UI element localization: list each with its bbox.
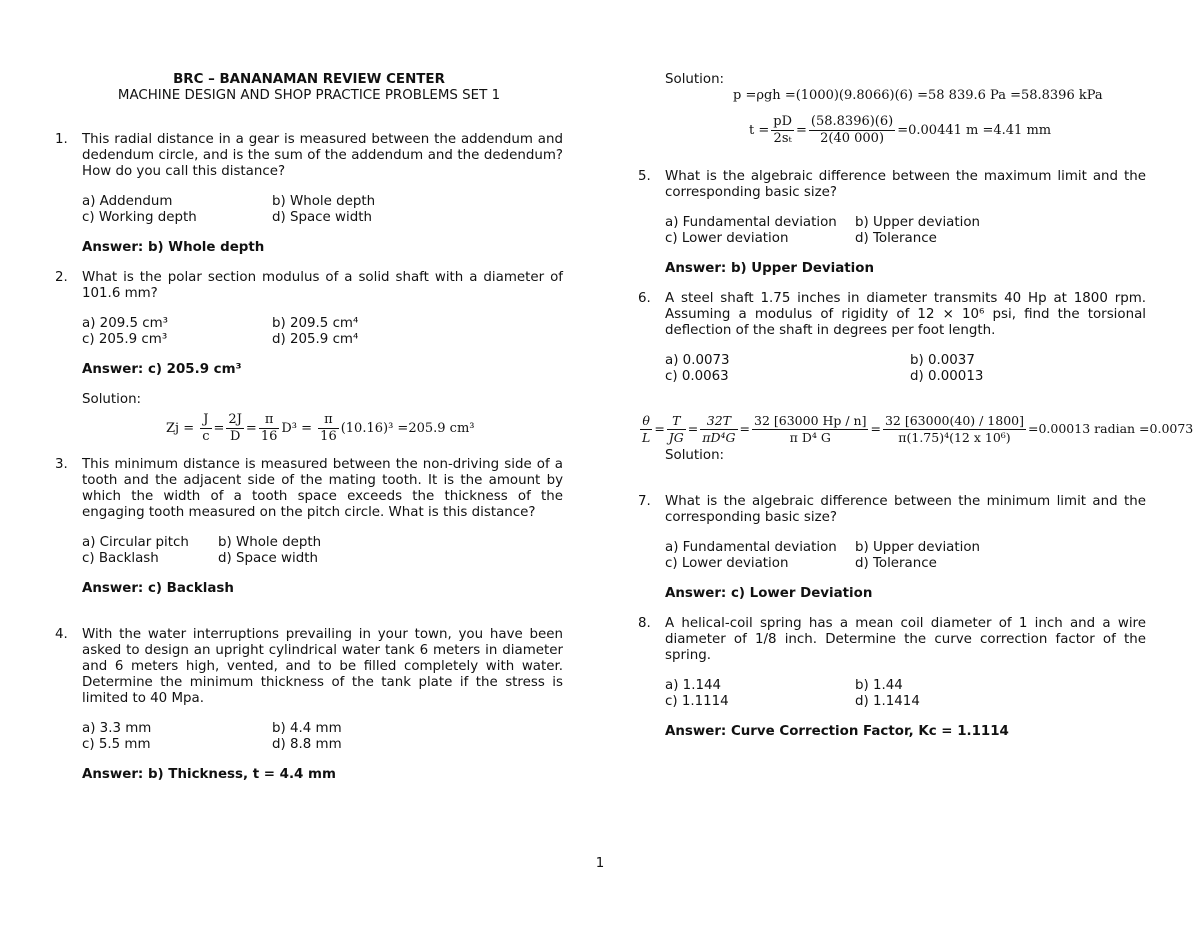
options-table: [82, 316, 358, 348]
question-number: 8.: [638, 616, 651, 631]
eq-term: D³ =: [281, 421, 313, 436]
solution-label: Solution:: [665, 448, 725, 463]
option-a: a) Fundamental deviation: [665, 215, 837, 230]
fraction: $\frac{\pi}{16}$: [320, 412, 337, 444]
option-b: b) Upper deviation: [855, 540, 981, 555]
question-7: [638, 494, 1146, 526]
question-number: 3.: [55, 457, 68, 472]
options-table: [82, 535, 321, 567]
right-column: [638, 72, 1194, 754]
question-8: [638, 616, 1146, 664]
fraction: $\frac{(58.8396)(6)}{2(40 000)}$: [810, 114, 894, 146]
option-c: c) Working depth: [82, 210, 197, 225]
solution-label: Solution:: [665, 72, 725, 87]
fraction: $\frac{\theta}{L}$: [642, 413, 651, 445]
option-d: d) Tolerance: [855, 556, 937, 571]
option-d: d) 1.1414: [855, 694, 920, 709]
question-text: What is the polar section modulus of a solid shaft with a diameter of 101.6 mm?: [82, 270, 563, 301]
page-number: 1: [595, 856, 605, 871]
equation-thickness: t = $\frac{pD}{\text{2sₜ}}$ = $\frac{(58.8396)(6)}{2(40 000)}$ =0.00441 m =4.41 mm: [749, 114, 1052, 146]
option-b: b) 209.5 cm⁴: [272, 316, 359, 331]
equation-polar-modulus: Zj = $\frac{J}{c}$ = $\frac{2J}{D}$ = $\frac{\pi}{16}$ D³ = $\frac{\pi}{16}$ (10.16)³ =205.9 cm³: [166, 412, 475, 444]
question-text: A steel shaft 1.75 inches in diameter transmits 40 Hp at 1800 rpm. Assuming a modulus of rigidity of 12 × 10⁶ psi, find the torsional deflection of the shaft in degrees per foot length.: [665, 291, 1146, 338]
option-d: d) 0.00013: [910, 369, 984, 384]
question-number: 6.: [638, 291, 651, 306]
option-b: b) Whole depth: [218, 535, 322, 550]
question-text: What is the algebraic difference between the maximum limit and the corresponding basic size?: [665, 169, 1146, 200]
question-4: [55, 627, 563, 707]
fraction: $\frac{J}{c}$: [202, 412, 210, 444]
option-b: b) Upper deviation: [855, 215, 981, 230]
options-table: [665, 353, 983, 385]
option-d: d) 205.9 cm⁴: [272, 332, 359, 347]
option-c: c) 0.0063: [665, 369, 729, 384]
options-table: [82, 721, 342, 753]
answer: Answer: c) 205.9 cm³: [82, 362, 242, 377]
fraction: $\frac{2J}{D}$: [228, 412, 242, 444]
question-2: [55, 270, 563, 302]
question-number: 5.: [638, 169, 651, 184]
option-c: c) 5.5 mm: [82, 737, 151, 752]
options-table: [665, 678, 920, 710]
equation-pressure: p =ρgh =(1000)(9.8066)(6) =58 839.6 Pa =58.8396 kPa: [733, 88, 1103, 103]
option-a: a) 0.0073: [665, 353, 730, 368]
options-table: [82, 194, 375, 226]
answer: Answer: c) Backlash: [82, 581, 234, 596]
options-table: [665, 215, 980, 247]
option-c: c) 205.9 cm³: [82, 332, 168, 347]
question-3: [55, 457, 563, 521]
fraction: $\frac{pD}{\text{2sₜ}}$: [773, 114, 792, 146]
question-1: [55, 132, 563, 180]
fraction: $\frac{32T}{\text{πD⁴G}}$: [702, 413, 736, 445]
answer: Answer: Curve Correction Factor, Kc = 1.1114: [665, 724, 1009, 739]
document-subtitle: MACHINE DESIGN AND SHOP PRACTICE PROBLEMS SET 1: [117, 88, 501, 103]
option-b: b) 0.0037: [910, 353, 975, 368]
option-c: c) Lower deviation: [665, 231, 789, 246]
question-text: This minimum distance is measured between the non-driving side of a tooth and the adjacent side of the mating tooth. It is the amount by which the width of a tooth space exceeds the thickness of the engaging tooth measured on the pitch circle. What is this distance?: [82, 457, 563, 520]
option-d: d) 8.8 mm: [272, 737, 342, 752]
answer: Answer: b) Thickness, t = 4.4 mm: [82, 767, 336, 782]
option-d: d) Space width: [218, 551, 318, 566]
question-5: [638, 169, 1146, 201]
option-c: c) Backlash: [82, 551, 159, 566]
option-b: b) Whole depth: [272, 194, 376, 209]
left-column: [55, 72, 563, 797]
document-title: BRC – BANANAMAN REVIEW CENTER: [173, 72, 445, 87]
solution-label: Solution:: [82, 392, 142, 407]
option-a: a) Fundamental deviation: [665, 540, 837, 555]
answer: Answer: c) Lower Deviation: [665, 586, 873, 601]
question-text: A helical-coil spring has a mean coil diameter of 1 inch and a wire diameter of 1/8 inch. Determine the curve correction factor of the spring.: [665, 616, 1146, 663]
question-6: [638, 291, 1146, 339]
equation-torsion: $\frac{\theta}{L}$ = $\frac{T}{JG}$ = $\frac{32T}{\text{πD⁴G}}$ = $\frac{32 [63000 Hp / n]}{\text{π D⁴ G}}$ = $\frac{32 [63000(40) / 1800]}{\text{π(1.75)⁴(12 x 10⁶)}}$ =0.00013 radian =0.0073: [642, 413, 1194, 445]
eq-term: (10.16)³ =205.9 cm³: [340, 421, 475, 436]
option-b: b) 4.4 mm: [272, 721, 342, 736]
answer: Answer: b) Upper Deviation: [665, 261, 874, 276]
question-number: 4.: [55, 627, 68, 642]
question-text: This radial distance in a gear is measured between the addendum and dedendum circle, and is the sum of the addendum and the dedendum? How do you call this distance?: [82, 132, 563, 179]
fraction: $\frac{\pi}{16}$: [260, 412, 278, 444]
eq-lhs: Zj =: [166, 421, 195, 436]
fraction: $\frac{T}{JG}$: [668, 413, 684, 445]
fraction: $\frac{32 [63000(40) / 1800]}{\text{π(1.75)⁴(12 x 10⁶)}}$: [884, 413, 1024, 445]
option-c: c) Lower deviation: [665, 556, 789, 571]
option-d: d) Space width: [272, 210, 372, 225]
question-text: With the water interruptions prevailing in your town, you have been asked to design an upright cylindrical water tank 6 meters in diameter and 6 meters high, vented, and to be filled completely with water. Determine the minimum thickness of the tank plate if the stress is limited to 40 Mpa.: [82, 627, 563, 706]
option-a: a) Circular pitch: [82, 535, 189, 550]
option-b: b) 1.44: [855, 678, 903, 693]
question-number: 7.: [638, 494, 651, 509]
answer: Answer: b) Whole depth: [82, 240, 265, 255]
question-text: What is the algebraic difference between the minimum limit and the corresponding basic size?: [665, 494, 1146, 525]
option-c: c) 1.1114: [665, 694, 729, 709]
option-a: a) 209.5 cm³: [82, 316, 169, 331]
document-header: [55, 72, 563, 104]
option-a: a) 1.144: [665, 678, 722, 693]
options-table: [665, 540, 980, 572]
question-number: 2.: [55, 270, 68, 285]
fraction: $\frac{32 [63000 Hp / n]}{\text{π D⁴ G}}$: [754, 413, 867, 445]
option-a: a) 3.3 mm: [82, 721, 152, 736]
option-d: d) Tolerance: [855, 231, 937, 246]
option-a: a) Addendum: [82, 194, 173, 209]
question-number: 1.: [55, 132, 68, 147]
